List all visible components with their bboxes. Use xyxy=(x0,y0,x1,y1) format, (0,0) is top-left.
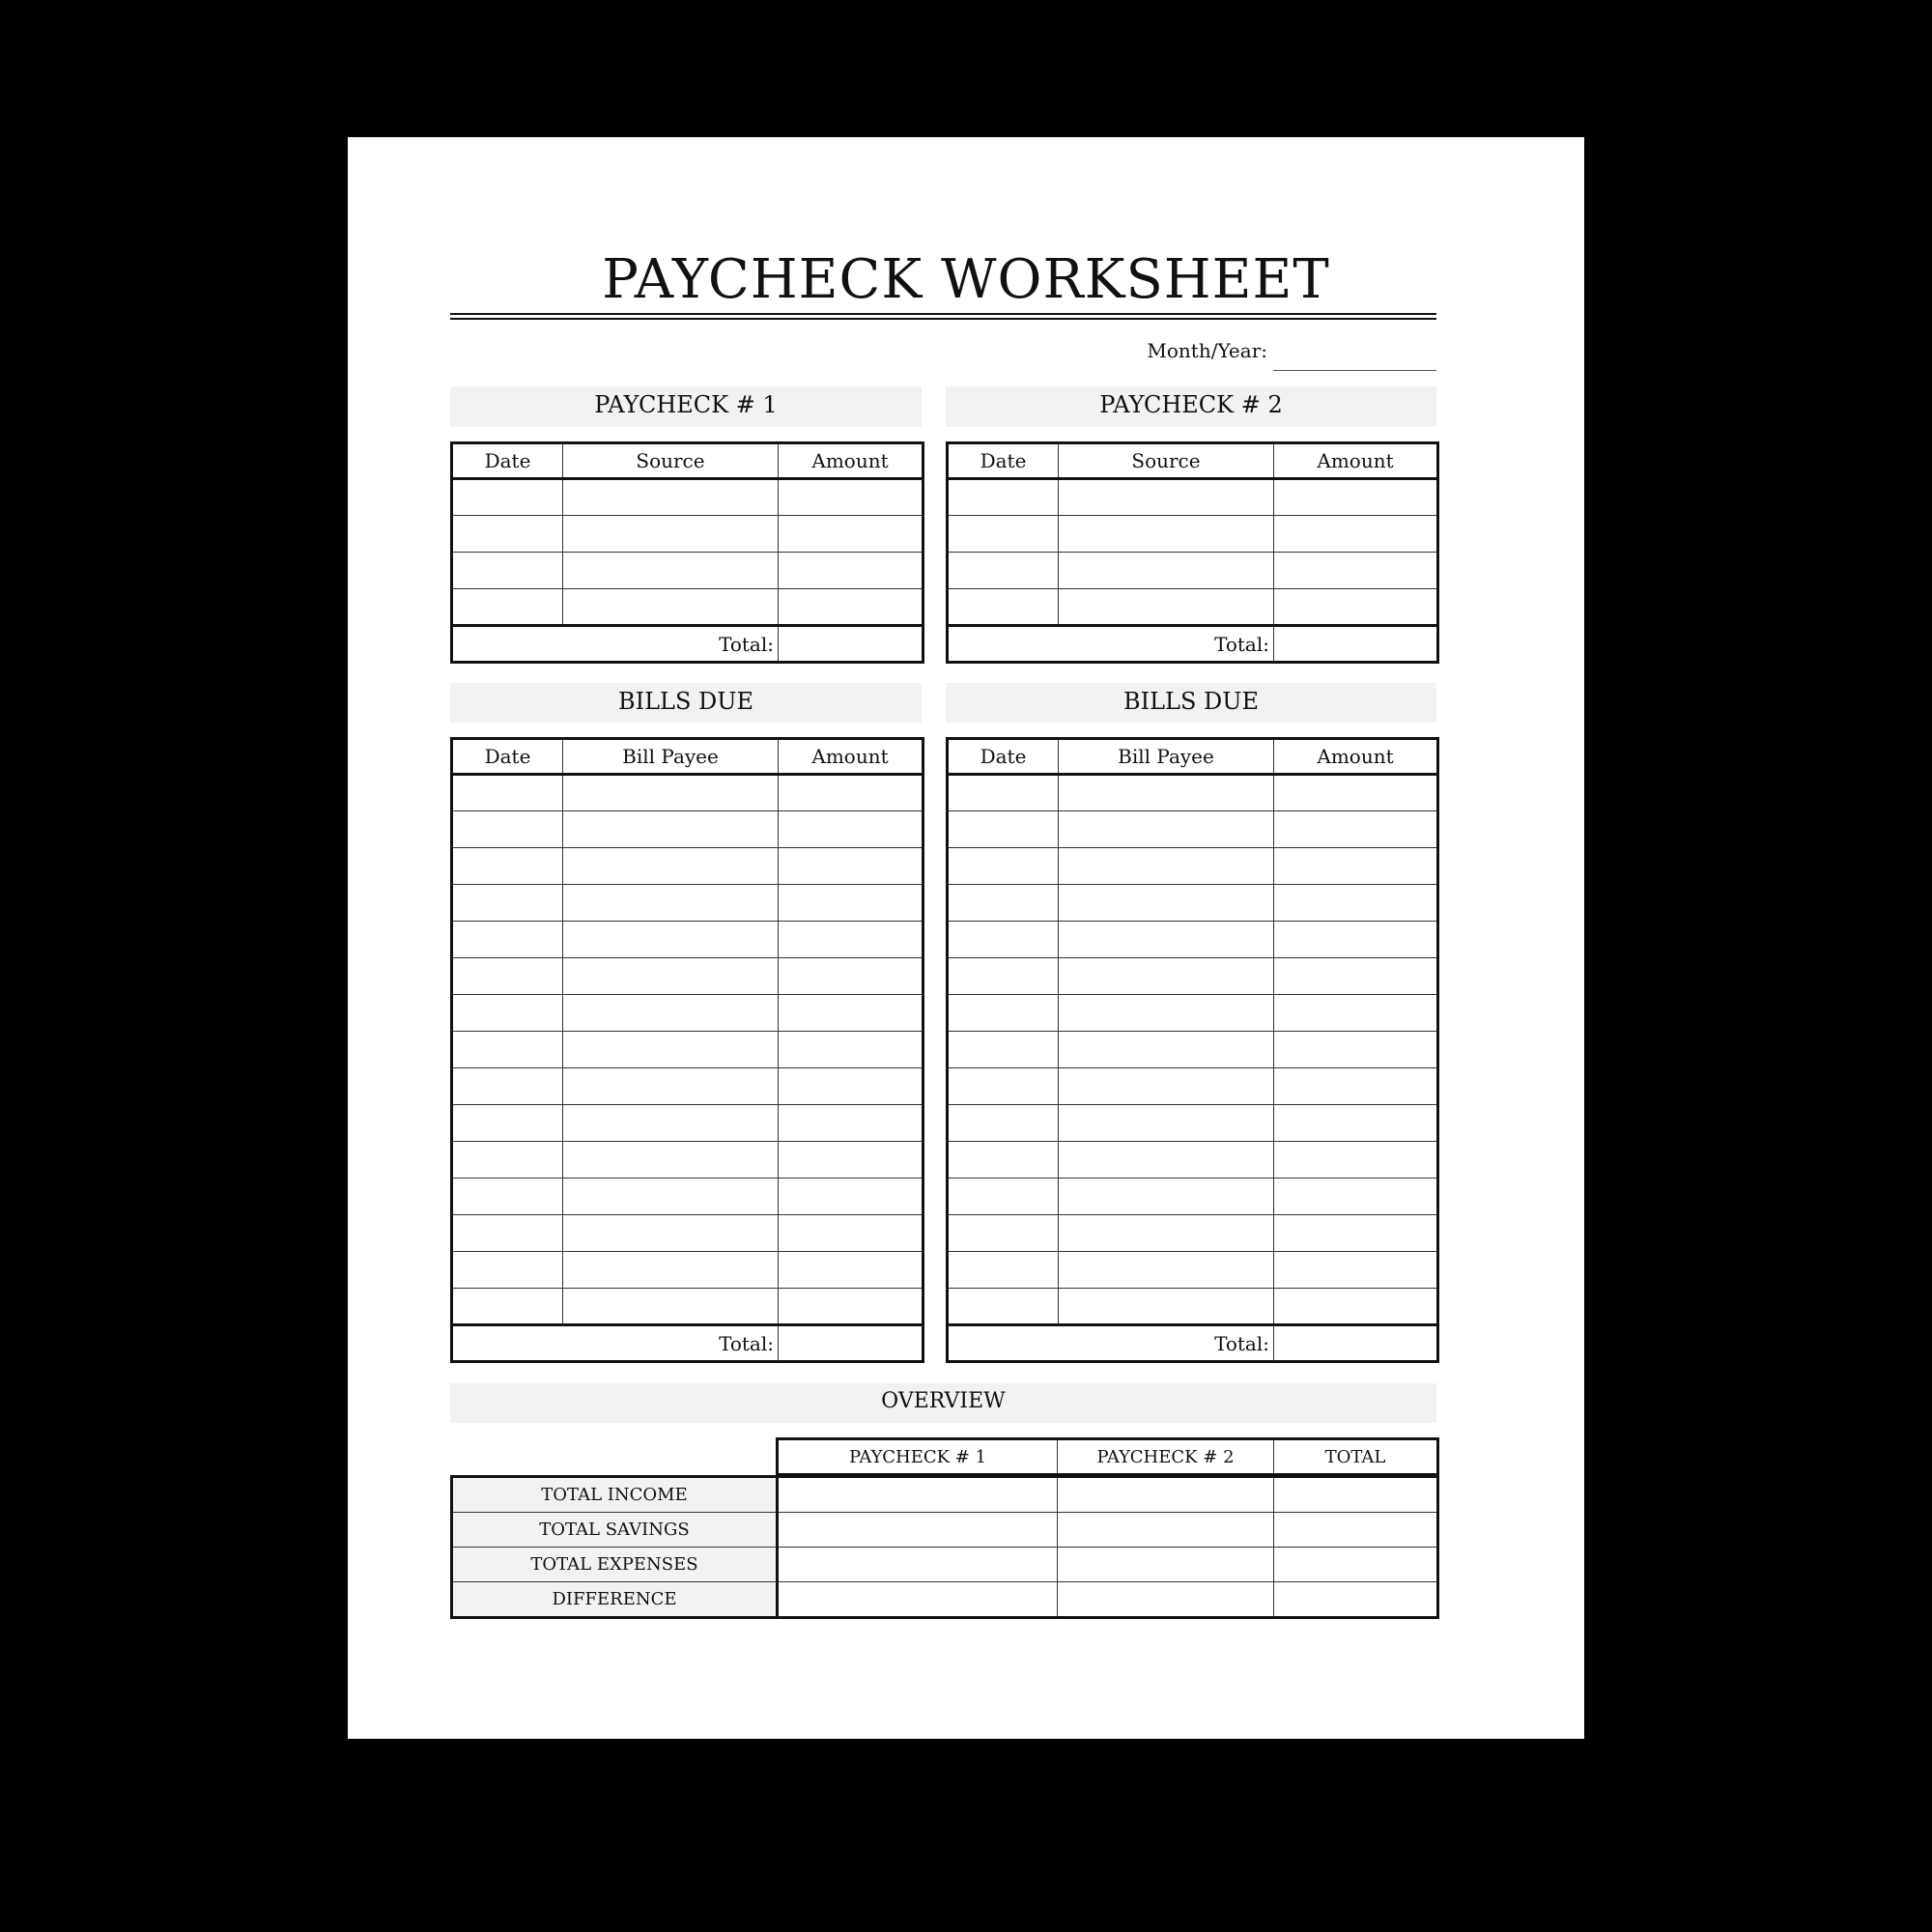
amount-cell[interactable] xyxy=(779,516,923,553)
overview-cell[interactable] xyxy=(1058,1548,1274,1582)
bill-payee-cell[interactable] xyxy=(1059,1032,1274,1068)
date-cell[interactable] xyxy=(452,1179,563,1215)
table-row xyxy=(948,958,1438,995)
table-row xyxy=(452,479,923,516)
total-label: Total: xyxy=(452,626,779,663)
bill-payee-cell[interactable] xyxy=(1059,1215,1274,1252)
bill-payee-cell[interactable] xyxy=(1059,775,1274,811)
source-cell[interactable] xyxy=(563,479,779,516)
source-cell[interactable] xyxy=(1059,553,1274,589)
table-row xyxy=(452,1179,923,1215)
bill-payee-cell[interactable] xyxy=(563,922,779,958)
bills-due-2-heading: BILLS DUE xyxy=(946,683,1436,723)
overview-table xyxy=(450,1475,1439,1619)
table-row xyxy=(452,775,923,811)
date-cell[interactable] xyxy=(452,553,563,589)
amount-cell[interactable] xyxy=(1274,553,1438,589)
amount-cell[interactable] xyxy=(1274,1215,1438,1252)
amount-cell[interactable] xyxy=(1274,516,1438,553)
table-row xyxy=(948,589,1438,626)
amount-cell[interactable] xyxy=(779,1252,923,1289)
table-row xyxy=(452,1215,923,1252)
table-row xyxy=(948,553,1438,589)
date-cell[interactable] xyxy=(452,995,563,1032)
date-cell[interactable] xyxy=(948,1215,1059,1252)
overview-cell[interactable] xyxy=(778,1477,1058,1513)
bill-payee-cell[interactable] xyxy=(563,1252,779,1289)
overview-cell[interactable] xyxy=(1274,1548,1438,1582)
total-row xyxy=(452,626,923,663)
total-value-cell[interactable] xyxy=(1274,626,1438,663)
amount-cell[interactable] xyxy=(1274,1252,1438,1289)
overview-header-paycheck-2: PAYCHECK # 2 xyxy=(1058,1439,1274,1475)
amount-cell[interactable] xyxy=(1274,958,1438,995)
table-row xyxy=(452,1142,923,1179)
amount-cell[interactable] xyxy=(1274,479,1438,516)
table-row xyxy=(948,848,1438,885)
table-row xyxy=(948,479,1438,516)
amount-cell[interactable] xyxy=(1274,1179,1438,1215)
date-cell[interactable] xyxy=(452,1142,563,1179)
bill-payee-cell[interactable] xyxy=(563,1068,779,1105)
table-row xyxy=(452,553,923,589)
table-row xyxy=(452,922,923,958)
date-cell[interactable] xyxy=(948,1179,1059,1215)
date-cell[interactable] xyxy=(452,1105,563,1142)
bill-payee-cell[interactable] xyxy=(563,1032,779,1068)
bill-payee-cell[interactable] xyxy=(563,848,779,885)
bill-payee-cell[interactable] xyxy=(1059,885,1274,922)
table-row xyxy=(948,1068,1438,1105)
table-row xyxy=(452,811,923,848)
bill-rows xyxy=(452,775,923,1325)
date-cell[interactable] xyxy=(452,1032,563,1068)
table-row xyxy=(452,848,923,885)
date-cell[interactable] xyxy=(948,1105,1059,1142)
amount-cell[interactable] xyxy=(779,811,923,848)
overview-cell[interactable] xyxy=(1274,1513,1438,1548)
total-row xyxy=(452,1325,923,1362)
total-row xyxy=(948,1325,1438,1362)
date-cell[interactable] xyxy=(452,516,563,553)
amount-cell[interactable] xyxy=(1274,885,1438,922)
date-cell[interactable] xyxy=(948,1068,1059,1105)
overview-row-total-income xyxy=(452,1477,1438,1513)
date-cell[interactable] xyxy=(948,516,1059,553)
date-cell[interactable] xyxy=(948,848,1059,885)
paycheck-1-table xyxy=(450,441,924,664)
source-cell[interactable] xyxy=(1059,589,1274,626)
table-row xyxy=(948,1105,1438,1142)
overview-row-total-expenses xyxy=(452,1548,1438,1582)
bill-payee-cell[interactable] xyxy=(563,995,779,1032)
bill-payee-cell[interactable] xyxy=(1059,1252,1274,1289)
month-year-label: Month/Year: xyxy=(1147,339,1267,362)
bill-payee-cell[interactable] xyxy=(1059,811,1274,848)
bill-rows xyxy=(948,775,1438,1325)
overview-row-label: DIFFERENCE xyxy=(452,1582,778,1618)
bill-payee-cell[interactable] xyxy=(1059,1179,1274,1215)
table-row xyxy=(452,516,923,553)
paycheck-2-table xyxy=(946,441,1439,664)
amount-cell[interactable] xyxy=(779,479,923,516)
date-cell[interactable] xyxy=(948,553,1059,589)
overview-cell[interactable] xyxy=(1274,1477,1438,1513)
table-row xyxy=(948,1142,1438,1179)
table-row xyxy=(948,1252,1438,1289)
date-cell[interactable] xyxy=(948,1252,1059,1289)
date-cell[interactable] xyxy=(948,885,1059,922)
bill-payee-cell[interactable] xyxy=(563,1142,779,1179)
amount-cell[interactable] xyxy=(1274,589,1438,626)
date-cell[interactable] xyxy=(452,1252,563,1289)
table-row xyxy=(948,922,1438,958)
bill-payee-cell[interactable] xyxy=(563,1289,779,1325)
paycheck-2-heading: PAYCHECK # 2 xyxy=(946,386,1436,427)
bill-payee-cell[interactable] xyxy=(563,885,779,922)
title-rule-bottom xyxy=(450,318,1436,320)
amount-cell[interactable] xyxy=(779,1142,923,1179)
column-header-amount: Amount xyxy=(1274,739,1438,775)
amount-cell[interactable] xyxy=(1274,1068,1438,1105)
bill-payee-cell[interactable] xyxy=(563,811,779,848)
amount-cell[interactable] xyxy=(1274,922,1438,958)
date-cell[interactable] xyxy=(948,479,1059,516)
overview-cell[interactable] xyxy=(1058,1477,1274,1513)
amount-cell[interactable] xyxy=(1274,1032,1438,1068)
overview-cell[interactable] xyxy=(1274,1582,1438,1618)
table-row xyxy=(452,958,923,995)
bill-payee-cell[interactable] xyxy=(1059,958,1274,995)
bills-due-1-heading: BILLS DUE xyxy=(450,683,922,723)
amount-cell[interactable] xyxy=(779,1105,923,1142)
bill-payee-cell[interactable] xyxy=(563,775,779,811)
overview-column-headers xyxy=(776,1437,1439,1476)
table-row xyxy=(452,1252,923,1289)
month-year-field[interactable] xyxy=(1273,370,1436,371)
date-cell[interactable] xyxy=(948,1142,1059,1179)
column-header-bill-payee: Bill Payee xyxy=(1059,739,1274,775)
total-label: Total: xyxy=(948,626,1274,663)
amount-cell[interactable] xyxy=(779,1179,923,1215)
total-value-cell[interactable] xyxy=(779,626,923,663)
overview-row-total-savings xyxy=(452,1513,1438,1548)
amount-cell[interactable] xyxy=(779,553,923,589)
overview-row-label: TOTAL INCOME xyxy=(452,1477,778,1513)
table-row xyxy=(948,1289,1438,1325)
date-cell[interactable] xyxy=(948,922,1059,958)
bill-payee-cell[interactable] xyxy=(1059,1105,1274,1142)
total-value-cell[interactable] xyxy=(1274,1325,1438,1362)
table-row xyxy=(452,589,923,626)
source-cell[interactable] xyxy=(563,589,779,626)
table-row xyxy=(452,1289,923,1325)
bill-payee-cell[interactable] xyxy=(1059,995,1274,1032)
date-cell[interactable] xyxy=(948,775,1059,811)
source-cell[interactable] xyxy=(563,553,779,589)
overview-cell[interactable] xyxy=(1058,1582,1274,1618)
total-label: Total: xyxy=(948,1325,1274,1362)
amount-cell[interactable] xyxy=(779,1215,923,1252)
date-cell[interactable] xyxy=(948,589,1059,626)
worksheet-page xyxy=(348,137,1584,1739)
column-header-amount: Amount xyxy=(779,443,923,479)
bill-payee-cell[interactable] xyxy=(1059,1289,1274,1325)
date-cell[interactable] xyxy=(452,1068,563,1105)
bill-payee-cell[interactable] xyxy=(1059,922,1274,958)
overview-cell[interactable] xyxy=(1058,1513,1274,1548)
table-row xyxy=(948,1179,1438,1215)
bill-payee-cell[interactable] xyxy=(563,1105,779,1142)
column-header-bill-payee: Bill Payee xyxy=(563,739,779,775)
amount-cell[interactable] xyxy=(1274,1289,1438,1325)
amount-cell[interactable] xyxy=(1274,848,1438,885)
paycheck-1-heading: PAYCHECK # 1 xyxy=(450,386,922,427)
table-row xyxy=(948,885,1438,922)
overview-header-total: TOTAL xyxy=(1274,1439,1438,1475)
table-row xyxy=(948,516,1438,553)
column-header-source: Source xyxy=(563,443,779,479)
source-cell[interactable] xyxy=(1059,479,1274,516)
overview-cell[interactable] xyxy=(778,1513,1058,1548)
overview-heading: OVERVIEW xyxy=(450,1383,1436,1423)
date-cell[interactable] xyxy=(452,811,563,848)
column-header-date: Date xyxy=(452,739,563,775)
amount-cell[interactable] xyxy=(1274,811,1438,848)
date-cell[interactable] xyxy=(948,995,1059,1032)
amount-cell[interactable] xyxy=(779,885,923,922)
amount-cell[interactable] xyxy=(779,995,923,1032)
overview-row-difference xyxy=(452,1582,1438,1618)
amount-cell[interactable] xyxy=(779,1289,923,1325)
table-row xyxy=(948,811,1438,848)
overview-cell[interactable] xyxy=(778,1582,1058,1618)
overview-header-paycheck-1: PAYCHECK # 1 xyxy=(778,1439,1058,1475)
amount-cell[interactable] xyxy=(779,775,923,811)
date-cell[interactable] xyxy=(452,1215,563,1252)
column-header-amount: Amount xyxy=(1274,443,1438,479)
source-cell[interactable] xyxy=(563,516,779,553)
page-title: PAYCHECK WORKSHEET xyxy=(602,248,1330,311)
column-header-source: Source xyxy=(1059,443,1274,479)
amount-cell[interactable] xyxy=(779,848,923,885)
table-row xyxy=(452,1068,923,1105)
bill-payee-cell[interactable] xyxy=(563,1179,779,1215)
amount-cell[interactable] xyxy=(779,1032,923,1068)
table-row xyxy=(452,995,923,1032)
overview-cell[interactable] xyxy=(778,1548,1058,1582)
date-cell[interactable] xyxy=(452,775,563,811)
date-cell[interactable] xyxy=(948,1289,1059,1325)
amount-cell[interactable] xyxy=(1274,1105,1438,1142)
table-row xyxy=(452,1105,923,1142)
table-row xyxy=(948,995,1438,1032)
title-rule-top xyxy=(450,313,1436,315)
amount-cell[interactable] xyxy=(779,589,923,626)
date-cell[interactable] xyxy=(452,589,563,626)
amount-cell[interactable] xyxy=(1274,775,1438,811)
column-header-date: Date xyxy=(948,443,1059,479)
amount-cell[interactable] xyxy=(1274,995,1438,1032)
bill-payee-cell[interactable] xyxy=(1059,1142,1274,1179)
date-cell[interactable] xyxy=(452,1289,563,1325)
bills-due-2-table xyxy=(946,737,1439,1363)
total-row xyxy=(948,626,1438,663)
amount-cell[interactable] xyxy=(1274,1142,1438,1179)
total-value-cell[interactable] xyxy=(779,1325,923,1362)
amount-cell[interactable] xyxy=(779,922,923,958)
column-header-date: Date xyxy=(452,443,563,479)
date-cell[interactable] xyxy=(452,922,563,958)
source-cell[interactable] xyxy=(1059,516,1274,553)
date-cell[interactable] xyxy=(452,885,563,922)
table-row xyxy=(452,885,923,922)
bill-payee-cell[interactable] xyxy=(1059,1068,1274,1105)
amount-cell[interactable] xyxy=(779,1068,923,1105)
column-header-amount: Amount xyxy=(779,739,923,775)
bill-payee-cell[interactable] xyxy=(1059,848,1274,885)
table-row xyxy=(948,775,1438,811)
amount-cell[interactable] xyxy=(779,958,923,995)
date-cell[interactable] xyxy=(948,958,1059,995)
table-row xyxy=(948,1032,1438,1068)
overview-row-label: TOTAL EXPENSES xyxy=(452,1548,778,1582)
date-cell[interactable] xyxy=(948,1032,1059,1068)
bill-payee-cell[interactable] xyxy=(563,958,779,995)
total-label: Total: xyxy=(452,1325,779,1362)
date-cell[interactable] xyxy=(452,958,563,995)
table-row xyxy=(452,1032,923,1068)
column-header-date: Date xyxy=(948,739,1059,775)
bill-payee-cell[interactable] xyxy=(563,1215,779,1252)
date-cell[interactable] xyxy=(452,479,563,516)
table-row xyxy=(948,1215,1438,1252)
bills-due-1-table xyxy=(450,737,924,1363)
date-cell[interactable] xyxy=(948,811,1059,848)
date-cell[interactable] xyxy=(452,848,563,885)
overview-row-label: TOTAL SAVINGS xyxy=(452,1513,778,1548)
